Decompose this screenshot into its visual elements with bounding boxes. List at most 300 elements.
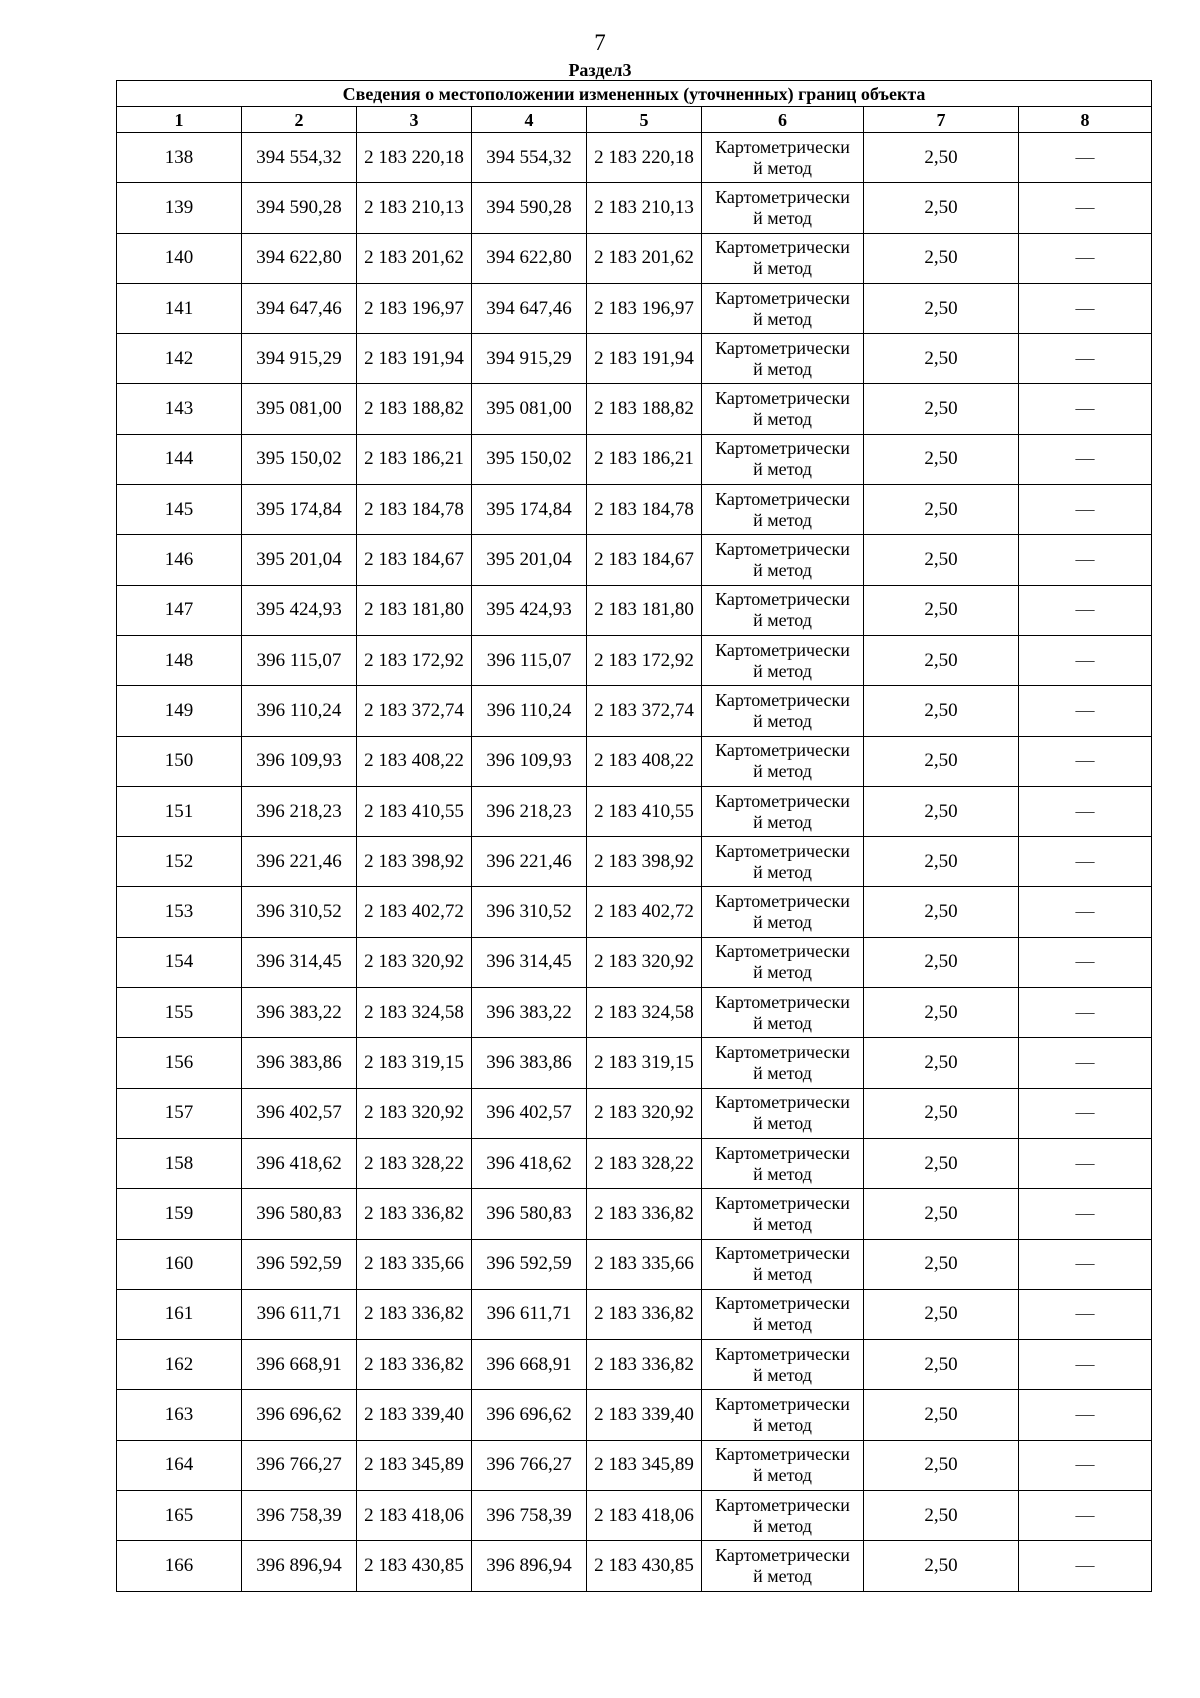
x-coordinate-new-cell: 396 314,45 — [472, 937, 587, 987]
x-coordinate-new-cell: 396 418,62 — [472, 1138, 587, 1188]
x-coordinate-new-cell: 394 647,46 — [472, 283, 587, 333]
precision-cell: 2,50 — [864, 786, 1019, 836]
y-coordinate-old-cell: 2 183 181,80 — [357, 585, 472, 635]
y-coordinate-old-cell: 2 183 328,22 — [357, 1138, 472, 1188]
method-text: й метод — [753, 509, 812, 530]
method-text: й метод — [753, 358, 812, 379]
x-coordinate-old-cell: 396 110,24 — [242, 686, 357, 736]
x-coordinate-new-cell: 396 758,39 — [472, 1491, 587, 1541]
x-coordinate-old-cell: 396 109,93 — [242, 736, 357, 786]
y-coordinate-old-cell: 2 183 188,82 — [357, 384, 472, 434]
precision-cell: 2,50 — [864, 1390, 1019, 1440]
y-coordinate-new-cell: 2 183 418,06 — [587, 1491, 702, 1541]
y-coordinate-old-cell: 2 183 191,94 — [357, 334, 472, 384]
precision-cell: 2,50 — [864, 233, 1019, 283]
x-coordinate-new-cell: 394 622,80 — [472, 233, 587, 283]
x-coordinate-old-cell: 396 218,23 — [242, 786, 357, 836]
method-text: Картометрически — [715, 1192, 850, 1213]
x-coordinate-new-cell: 396 110,24 — [472, 686, 587, 736]
point-number-cell: 145 — [117, 485, 242, 535]
x-coordinate-new-cell: 396 383,86 — [472, 1038, 587, 1088]
y-coordinate-new-cell: 2 183 320,92 — [587, 1088, 702, 1138]
method-text: й метод — [753, 912, 812, 933]
method-cell — [702, 485, 864, 535]
method-text: й метод — [753, 610, 812, 631]
point-number-cell: 157 — [117, 1088, 242, 1138]
note-cell: — — [1019, 1189, 1152, 1239]
method-text: Картометрически — [715, 991, 850, 1012]
x-coordinate-old-cell: 394 915,29 — [242, 334, 357, 384]
y-coordinate-old-cell: 2 183 319,15 — [357, 1038, 472, 1088]
y-coordinate-old-cell: 2 183 339,40 — [357, 1390, 472, 1440]
x-coordinate-new-cell: 396 592,59 — [472, 1239, 587, 1289]
y-coordinate-old-cell: 2 183 336,82 — [357, 1289, 472, 1339]
y-coordinate-new-cell: 2 183 191,94 — [587, 334, 702, 384]
method-cell — [702, 736, 864, 786]
table-title: Сведения о местоположении измененных (уточненных) границ объекта — [117, 81, 1152, 107]
method-cell — [702, 384, 864, 434]
y-coordinate-new-cell: 2 183 324,58 — [587, 988, 702, 1038]
note-cell: — — [1019, 233, 1152, 283]
table-row — [117, 183, 1152, 233]
method-cell — [702, 988, 864, 1038]
point-number-cell: 165 — [117, 1491, 242, 1541]
column-number: 8 — [1019, 107, 1152, 133]
method-text: Картометрически — [715, 1544, 850, 1565]
method-text: й метод — [753, 761, 812, 782]
note-cell: — — [1019, 1038, 1152, 1088]
table-row — [117, 585, 1152, 635]
method-text: Картометрически — [715, 840, 850, 861]
method-cell — [702, 585, 864, 635]
method-text: й метод — [753, 1113, 812, 1134]
precision-cell: 2,50 — [864, 1440, 1019, 1490]
x-coordinate-new-cell: 396 115,07 — [472, 635, 587, 685]
x-coordinate-new-cell: 396 402,57 — [472, 1088, 587, 1138]
x-coordinate-old-cell: 396 402,57 — [242, 1088, 357, 1138]
method-text: Картометрически — [715, 1041, 850, 1062]
point-number-cell: 147 — [117, 585, 242, 635]
method-cell — [702, 1491, 864, 1541]
y-coordinate-new-cell: 2 183 328,22 — [587, 1138, 702, 1188]
x-coordinate-new-cell: 396 766,27 — [472, 1440, 587, 1490]
method-text: й метод — [753, 861, 812, 882]
method-text: й метод — [753, 962, 812, 983]
coordinates-table — [116, 80, 1152, 1592]
method-text: й метод — [753, 207, 812, 228]
y-coordinate-new-cell: 2 183 172,92 — [587, 635, 702, 685]
x-coordinate-new-cell: 394 554,32 — [472, 133, 587, 183]
table-row — [117, 334, 1152, 384]
method-cell — [702, 334, 864, 384]
x-coordinate-old-cell: 396 310,52 — [242, 887, 357, 937]
point-number-cell: 159 — [117, 1189, 242, 1239]
x-coordinate-old-cell: 396 592,59 — [242, 1239, 357, 1289]
method-text: Картометрически — [715, 237, 850, 258]
point-number-cell: 161 — [117, 1289, 242, 1339]
note-cell: — — [1019, 585, 1152, 635]
x-coordinate-old-cell: 396 758,39 — [242, 1491, 357, 1541]
point-number-cell: 143 — [117, 384, 242, 434]
method-cell — [702, 133, 864, 183]
y-coordinate-new-cell: 2 183 201,62 — [587, 233, 702, 283]
precision-cell: 2,50 — [864, 1289, 1019, 1339]
method-text: й метод — [753, 660, 812, 681]
x-coordinate-new-cell: 396 580,83 — [472, 1189, 587, 1239]
method-text: й метод — [753, 258, 812, 279]
column-number: 4 — [472, 107, 587, 133]
method-cell — [702, 1138, 864, 1188]
precision-cell: 2,50 — [864, 1541, 1019, 1591]
table-row — [117, 988, 1152, 1038]
point-number-cell: 144 — [117, 434, 242, 484]
table-row — [117, 485, 1152, 535]
point-number-cell: 139 — [117, 183, 242, 233]
x-coordinate-old-cell: 396 580,83 — [242, 1189, 357, 1239]
note-cell: — — [1019, 1491, 1152, 1541]
x-coordinate-new-cell: 396 109,93 — [472, 736, 587, 786]
precision-cell: 2,50 — [864, 1239, 1019, 1289]
method-text: Картометрически — [715, 639, 850, 660]
x-coordinate-new-cell: 396 218,23 — [472, 786, 587, 836]
method-text: Картометрически — [715, 539, 850, 560]
x-coordinate-new-cell: 396 611,71 — [472, 1289, 587, 1339]
method-text: Картометрически — [715, 740, 850, 761]
table-row — [117, 434, 1152, 484]
column-number: 1 — [117, 107, 242, 133]
x-coordinate-new-cell: 395 201,04 — [472, 535, 587, 585]
table-row — [117, 1440, 1152, 1490]
point-number-cell: 146 — [117, 535, 242, 585]
y-coordinate-old-cell: 2 183 410,55 — [357, 786, 472, 836]
method-text: Картометрически — [715, 1243, 850, 1264]
method-text: Картометрически — [715, 186, 850, 207]
y-coordinate-old-cell: 2 183 320,92 — [357, 937, 472, 987]
method-text: Картометрически — [715, 941, 850, 962]
precision-cell: 2,50 — [864, 434, 1019, 484]
x-coordinate-old-cell: 396 115,07 — [242, 635, 357, 685]
method-text: й метод — [753, 1264, 812, 1285]
note-cell: — — [1019, 535, 1152, 585]
table-row — [117, 384, 1152, 434]
table-row — [117, 837, 1152, 887]
table-row — [117, 1491, 1152, 1541]
precision-cell: 2,50 — [864, 736, 1019, 786]
x-coordinate-old-cell: 396 896,94 — [242, 1541, 357, 1591]
point-number-cell: 163 — [117, 1390, 242, 1440]
method-cell — [702, 1289, 864, 1339]
table-row — [117, 1541, 1152, 1591]
point-number-cell: 155 — [117, 988, 242, 1038]
note-cell: — — [1019, 786, 1152, 836]
y-coordinate-new-cell: 2 183 335,66 — [587, 1239, 702, 1289]
y-coordinate-new-cell: 2 183 220,18 — [587, 133, 702, 183]
y-coordinate-old-cell: 2 183 320,92 — [357, 1088, 472, 1138]
x-coordinate-old-cell: 396 668,91 — [242, 1340, 357, 1390]
method-cell — [702, 1390, 864, 1440]
note-cell: — — [1019, 736, 1152, 786]
y-coordinate-old-cell: 2 183 210,13 — [357, 183, 472, 233]
y-coordinate-new-cell: 2 183 184,67 — [587, 535, 702, 585]
method-text: Картометрически — [715, 1293, 850, 1314]
precision-cell: 2,50 — [864, 1138, 1019, 1188]
x-coordinate-old-cell: 396 221,46 — [242, 837, 357, 887]
y-coordinate-old-cell: 2 183 398,92 — [357, 837, 472, 887]
point-number-cell: 140 — [117, 233, 242, 283]
precision-cell: 2,50 — [864, 1340, 1019, 1390]
precision-cell: 2,50 — [864, 1189, 1019, 1239]
y-coordinate-new-cell: 2 183 402,72 — [587, 887, 702, 937]
table-row — [117, 686, 1152, 736]
method-text: й метод — [753, 1415, 812, 1436]
point-number-cell: 150 — [117, 736, 242, 786]
y-coordinate-new-cell: 2 183 336,82 — [587, 1289, 702, 1339]
method-text: Картометрически — [715, 790, 850, 811]
point-number-cell: 148 — [117, 635, 242, 685]
table-row — [117, 1038, 1152, 1088]
x-coordinate-new-cell: 396 383,22 — [472, 988, 587, 1038]
method-text: Картометрически — [715, 136, 850, 157]
note-cell: — — [1019, 988, 1152, 1038]
x-coordinate-old-cell: 395 424,93 — [242, 585, 357, 635]
note-cell: — — [1019, 1138, 1152, 1188]
x-coordinate-old-cell: 396 696,62 — [242, 1390, 357, 1440]
x-coordinate-old-cell: 395 174,84 — [242, 485, 357, 535]
y-coordinate-new-cell: 2 183 372,74 — [587, 686, 702, 736]
x-coordinate-new-cell: 394 590,28 — [472, 183, 587, 233]
precision-cell: 2,50 — [864, 1491, 1019, 1541]
point-number-cell: 160 — [117, 1239, 242, 1289]
table-row — [117, 635, 1152, 685]
method-cell — [702, 1541, 864, 1591]
precision-cell: 2,50 — [864, 535, 1019, 585]
table-row — [117, 937, 1152, 987]
x-coordinate-old-cell: 396 383,86 — [242, 1038, 357, 1088]
note-cell: — — [1019, 887, 1152, 937]
note-cell: — — [1019, 283, 1152, 333]
x-coordinate-old-cell: 396 383,22 — [242, 988, 357, 1038]
method-cell — [702, 937, 864, 987]
x-coordinate-new-cell: 395 174,84 — [472, 485, 587, 535]
y-coordinate-old-cell: 2 183 345,89 — [357, 1440, 472, 1490]
note-cell: — — [1019, 183, 1152, 233]
precision-cell: 2,50 — [864, 1088, 1019, 1138]
precision-cell: 2,50 — [864, 837, 1019, 887]
y-coordinate-old-cell: 2 183 335,66 — [357, 1239, 472, 1289]
method-cell — [702, 1189, 864, 1239]
y-coordinate-old-cell: 2 183 196,97 — [357, 283, 472, 333]
method-text: й метод — [753, 1465, 812, 1486]
note-cell: — — [1019, 1440, 1152, 1490]
y-coordinate-old-cell: 2 183 184,67 — [357, 535, 472, 585]
table-row — [117, 1289, 1152, 1339]
y-coordinate-new-cell: 2 183 210,13 — [587, 183, 702, 233]
method-text: й метод — [753, 1565, 812, 1586]
method-text: й метод — [753, 811, 812, 832]
y-coordinate-new-cell: 2 183 410,55 — [587, 786, 702, 836]
method-text: й метод — [753, 1062, 812, 1083]
y-coordinate-new-cell: 2 183 181,80 — [587, 585, 702, 635]
y-coordinate-new-cell: 2 183 339,40 — [587, 1390, 702, 1440]
section-title: Раздел3 — [568, 60, 632, 80]
x-coordinate-old-cell: 395 081,00 — [242, 384, 357, 434]
method-text: й метод — [753, 1213, 812, 1234]
method-text: й метод — [753, 308, 812, 329]
point-number-cell: 154 — [117, 937, 242, 987]
method-text: й метод — [753, 1314, 812, 1335]
y-coordinate-new-cell: 2 183 188,82 — [587, 384, 702, 434]
point-number-cell: 164 — [117, 1440, 242, 1490]
point-number-cell: 158 — [117, 1138, 242, 1188]
method-cell — [702, 786, 864, 836]
y-coordinate-old-cell: 2 183 408,22 — [357, 736, 472, 786]
y-coordinate-new-cell: 2 183 186,21 — [587, 434, 702, 484]
y-coordinate-new-cell: 2 183 430,85 — [587, 1541, 702, 1591]
method-text: й метод — [753, 1364, 812, 1385]
precision-cell: 2,50 — [864, 1038, 1019, 1088]
y-coordinate-new-cell: 2 183 336,82 — [587, 1340, 702, 1390]
x-coordinate-new-cell: 394 915,29 — [472, 334, 587, 384]
method-text: й метод — [753, 710, 812, 731]
method-text: Картометрически — [715, 1494, 850, 1515]
table-row — [117, 887, 1152, 937]
note-cell: — — [1019, 1541, 1152, 1591]
x-coordinate-new-cell: 395 150,02 — [472, 434, 587, 484]
method-text: й метод — [753, 560, 812, 581]
table-row — [117, 283, 1152, 333]
column-number: 3 — [357, 107, 472, 133]
method-cell — [702, 837, 864, 887]
y-coordinate-new-cell: 2 183 320,92 — [587, 937, 702, 987]
y-coordinate-new-cell: 2 183 184,78 — [587, 485, 702, 535]
method-cell — [702, 434, 864, 484]
method-text: й метод — [753, 1515, 812, 1536]
table-row — [117, 736, 1152, 786]
method-text: Картометрически — [715, 689, 850, 710]
note-cell: — — [1019, 384, 1152, 434]
method-text: Картометрически — [715, 287, 850, 308]
note-cell: — — [1019, 1340, 1152, 1390]
method-text: й метод — [753, 409, 812, 430]
note-cell: — — [1019, 1088, 1152, 1138]
note-cell: — — [1019, 334, 1152, 384]
method-cell — [702, 1088, 864, 1138]
x-coordinate-new-cell: 395 081,00 — [472, 384, 587, 434]
precision-cell: 2,50 — [864, 485, 1019, 535]
x-coordinate-old-cell: 396 418,62 — [242, 1138, 357, 1188]
x-coordinate-new-cell: 396 896,94 — [472, 1541, 587, 1591]
precision-cell: 2,50 — [864, 585, 1019, 635]
method-text: й метод — [753, 1012, 812, 1033]
precision-cell: 2,50 — [864, 283, 1019, 333]
method-text: й метод — [753, 1163, 812, 1184]
note-cell: — — [1019, 635, 1152, 685]
column-number: 2 — [242, 107, 357, 133]
precision-cell: 2,50 — [864, 686, 1019, 736]
method-cell — [702, 887, 864, 937]
x-coordinate-old-cell: 394 590,28 — [242, 183, 357, 233]
point-number-cell: 142 — [117, 334, 242, 384]
table-body — [117, 133, 1152, 1592]
table-row — [117, 1340, 1152, 1390]
column-number-row — [117, 107, 1152, 133]
column-number: 7 — [864, 107, 1019, 133]
y-coordinate-old-cell: 2 183 430,85 — [357, 1541, 472, 1591]
point-number-cell: 153 — [117, 887, 242, 937]
precision-cell: 2,50 — [864, 183, 1019, 233]
y-coordinate-new-cell: 2 183 336,82 — [587, 1189, 702, 1239]
column-number: 5 — [587, 107, 702, 133]
precision-cell: 2,50 — [864, 988, 1019, 1038]
table-row — [117, 1088, 1152, 1138]
x-coordinate-new-cell: 396 668,91 — [472, 1340, 587, 1390]
method-text: Картометрически — [715, 438, 850, 459]
precision-cell: 2,50 — [864, 334, 1019, 384]
y-coordinate-new-cell: 2 183 398,92 — [587, 837, 702, 887]
y-coordinate-old-cell: 2 183 184,78 — [357, 485, 472, 535]
y-coordinate-old-cell: 2 183 324,58 — [357, 988, 472, 1038]
method-text: Картометрически — [715, 1444, 850, 1465]
table-row — [117, 233, 1152, 283]
method-text: Картометрически — [715, 488, 850, 509]
x-coordinate-old-cell: 396 314,45 — [242, 937, 357, 987]
point-number-cell: 152 — [117, 837, 242, 887]
x-coordinate-old-cell: 396 766,27 — [242, 1440, 357, 1490]
y-coordinate-old-cell: 2 183 418,06 — [357, 1491, 472, 1541]
x-coordinate-old-cell: 396 611,71 — [242, 1289, 357, 1339]
table-row — [117, 133, 1152, 183]
page-number: 7 — [594, 30, 606, 55]
note-cell: — — [1019, 686, 1152, 736]
y-coordinate-old-cell: 2 183 220,18 — [357, 133, 472, 183]
method-cell — [702, 535, 864, 585]
y-coordinate-new-cell: 2 183 196,97 — [587, 283, 702, 333]
x-coordinate-old-cell: 394 554,32 — [242, 133, 357, 183]
point-number-cell: 151 — [117, 786, 242, 836]
precision-cell: 2,50 — [864, 635, 1019, 685]
point-number-cell: 149 — [117, 686, 242, 736]
note-cell: — — [1019, 133, 1152, 183]
method-text: й метод — [753, 157, 812, 178]
x-coordinate-new-cell: 396 310,52 — [472, 887, 587, 937]
note-cell: — — [1019, 434, 1152, 484]
method-cell — [702, 1440, 864, 1490]
y-coordinate-new-cell: 2 183 319,15 — [587, 1038, 702, 1088]
method-text: й метод — [753, 459, 812, 480]
point-number-cell: 141 — [117, 283, 242, 333]
table-row — [117, 1390, 1152, 1440]
x-coordinate-new-cell: 396 221,46 — [472, 837, 587, 887]
method-text: Картометрически — [715, 589, 850, 610]
note-cell: — — [1019, 937, 1152, 987]
x-coordinate-old-cell: 395 150,02 — [242, 434, 357, 484]
method-cell — [702, 183, 864, 233]
y-coordinate-old-cell: 2 183 336,82 — [357, 1340, 472, 1390]
table-row — [117, 786, 1152, 836]
x-coordinate-new-cell: 395 424,93 — [472, 585, 587, 635]
y-coordinate-old-cell: 2 183 186,21 — [357, 434, 472, 484]
note-cell: — — [1019, 1239, 1152, 1289]
method-cell — [702, 233, 864, 283]
column-number: 6 — [702, 107, 864, 133]
y-coordinate-new-cell: 2 183 408,22 — [587, 736, 702, 786]
precision-cell: 2,50 — [864, 937, 1019, 987]
table-row — [117, 535, 1152, 585]
table-row — [117, 1189, 1152, 1239]
y-coordinate-old-cell: 2 183 172,92 — [357, 635, 472, 685]
method-text: Картометрически — [715, 388, 850, 409]
table-row — [117, 1138, 1152, 1188]
